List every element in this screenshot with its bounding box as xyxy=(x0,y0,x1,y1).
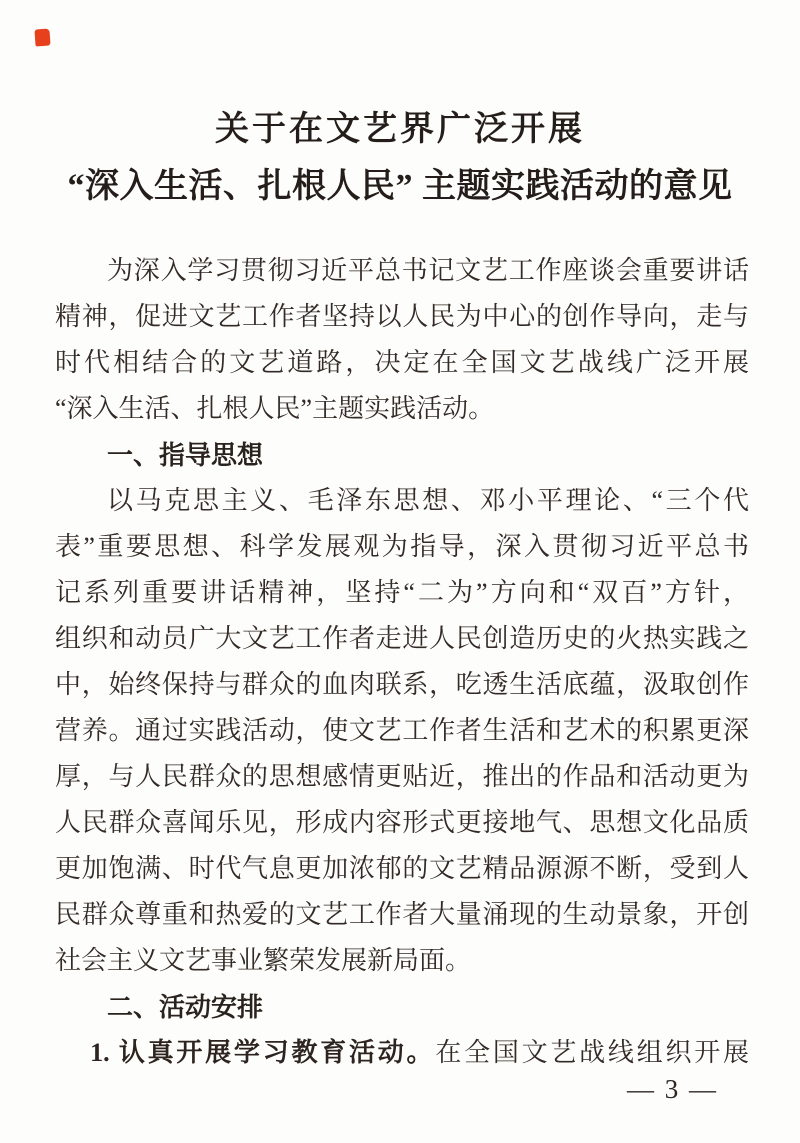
section1-line: 表”重要思想、科学发展观为指导，深入贯彻习近平总书 xyxy=(55,532,749,561)
section-heading-guiding-ideology: 一、指导思想 xyxy=(107,440,264,470)
intro-line: 精神，促进文艺工作者坚持以人民为中心的创作导向，走与 xyxy=(55,302,749,331)
section1-line: 人民群众喜闻乐见，形成内容形式更接地气、思想文化品质 xyxy=(55,808,749,837)
section1-line: 中，始终保持与群众的血肉联系，吃透生活底蕴，汲取创作 xyxy=(55,670,749,699)
section1-line: 更加饱满、时代气息更加浓郁的文艺精品源源不断，受到人 xyxy=(55,854,749,883)
section1-line: 民群众尊重和热爱的文艺工作者大量涌现的生动景象，开创 xyxy=(55,900,749,929)
document-title xyxy=(0,101,800,215)
section1-line: 社会主义文艺事业繁荣发展新局面。 xyxy=(55,946,472,975)
item-text: 在全国文艺战线组织开展 xyxy=(435,1038,749,1067)
document-title-line-2: “深入生活、扎根人民” 主题实践活动的意见 xyxy=(67,168,733,205)
intro-line: “深入生活、扎根人民”主题实践活动。 xyxy=(55,394,495,423)
section1-line: 营养。通过实践活动，使文艺工作者生活和艺术的积累更深 xyxy=(55,716,749,745)
section1-line: 厚，与人民群众的思想感情更贴近，推出的作品和活动更为 xyxy=(55,762,749,791)
intro-line: 时代相结合的文艺道路，决定在全国文艺战线广泛开展 xyxy=(55,348,749,377)
section1-line: 组织和动员广大文艺工作者走进人民创造历史的火热实践之 xyxy=(55,624,749,653)
red-scan-mark xyxy=(34,28,50,46)
page-number: — 3 — xyxy=(627,1074,718,1104)
section-heading-activity-arrangement: 二、活动安排 xyxy=(107,992,264,1022)
section1-line: 以马克思主义、毛泽东思想、邓小平理论、“三个代 xyxy=(107,486,749,515)
section1-line: 记系列重要讲话精神，坚持“二为”方向和“双百”方针， xyxy=(55,578,749,607)
document-body xyxy=(55,248,749,1076)
intro-line: 为深入学习贯彻习近平总书记文艺工作座谈会重要讲话 xyxy=(107,256,749,285)
document-title-line-1: 关于在文艺界广泛开展 xyxy=(215,111,585,148)
item-title-bold: 1. 认真开展学习教育活动。 xyxy=(90,1038,436,1067)
